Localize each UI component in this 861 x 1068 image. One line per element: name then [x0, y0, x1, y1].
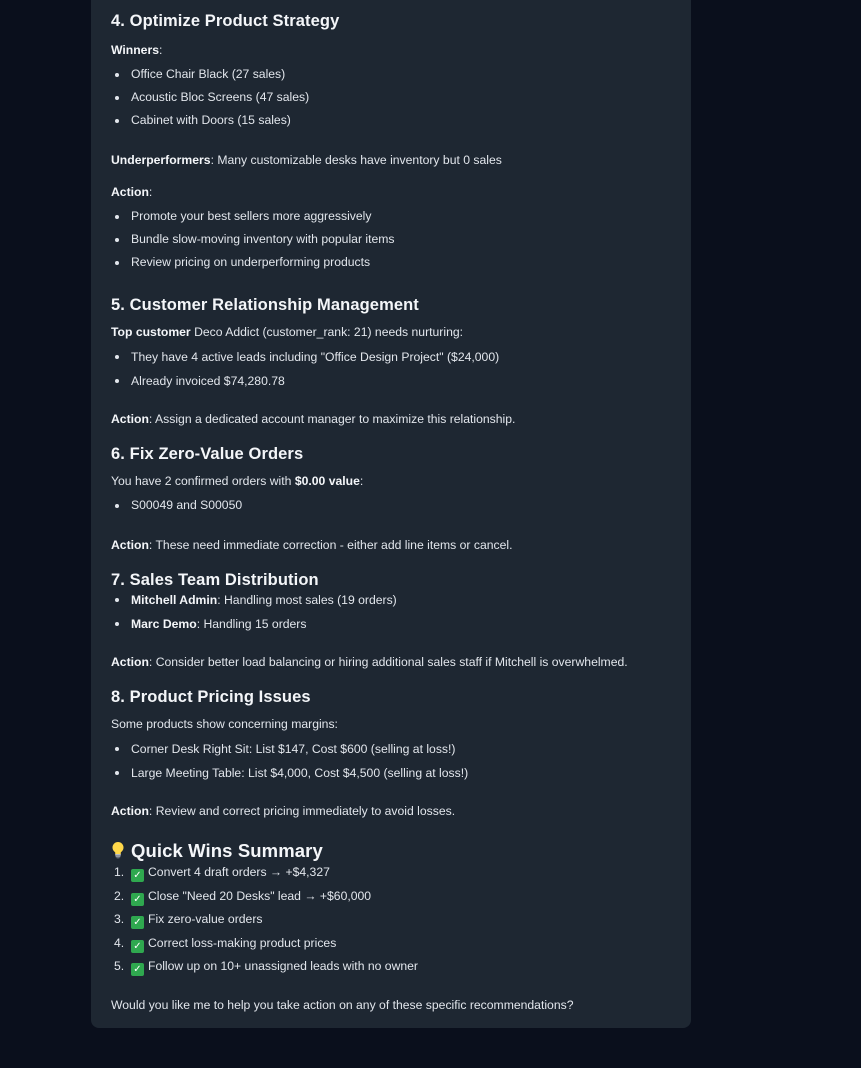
- list-item: 4. ✓ Correct loss-making product prices: [114, 935, 337, 952]
- quick-wins-heading: [111, 840, 323, 862]
- section-6-heading: 6. Fix Zero-Value Orders: [111, 445, 304, 463]
- list-item: 3. ✓ Fix zero-value orders: [114, 912, 263, 928]
- list-item: 1. ✓ Convert 4 draft orders → +$4,327: [114, 865, 330, 881]
- zero-value-intro-post: :: [359, 474, 364, 488]
- underperformers-label: Underperformers: [111, 153, 211, 167]
- quick-wins-title: Quick Wins Summary: [131, 840, 323, 861]
- section-8-heading: 8. Product Pricing Issues: [111, 688, 311, 706]
- zero-value-list: [111, 494, 242, 517]
- underperformers-paragraph: [111, 152, 502, 170]
- action-label: Action: [111, 412, 149, 426]
- list-item: 2. ✓ Close "Need 20 Desks" lead → +$60,000: [114, 888, 372, 905]
- section-5-heading: 5. Customer Relationship Management: [111, 296, 419, 314]
- underperformers-text: : Many customizable desks have inventory but 0 sales: [210, 153, 502, 167]
- list-item: [111, 588, 397, 612]
- action-label: Action: [111, 538, 149, 552]
- quick-win-text: Fix zero-value orders: [148, 912, 263, 926]
- action-label: Action: [111, 655, 149, 669]
- action-label: Action: [111, 804, 149, 818]
- quick-win-text: Follow up on 10+ unassigned leads with no owner: [148, 959, 418, 973]
- check-icon: ✓: [131, 940, 144, 953]
- winners-paragraph: Winners:: [111, 43, 163, 57]
- list-item: Acoustic Bloc Screens (47 sales): [111, 86, 309, 109]
- list-item: 5. ✓ Follow up on 10+ unassigned leads with no owner: [114, 959, 418, 975]
- assistant-message-card: [91, 0, 691, 1028]
- quick-win-text: Convert 4 draft orders → +$4,327: [148, 865, 330, 879]
- action-paragraph: [111, 411, 515, 429]
- action-list: [111, 205, 395, 274]
- zero-value-intro-pre: You have 2 confirmed orders with: [111, 474, 295, 488]
- action-label: Action: [111, 185, 149, 199]
- salesperson-detail: : Handling 15 orders: [196, 617, 307, 631]
- list-item: Review pricing on underperforming products: [111, 251, 395, 274]
- action-paragraph: Action:: [111, 185, 153, 199]
- lightbulb-icon: [111, 841, 125, 859]
- winners-label: Winners: [111, 43, 159, 57]
- salesperson-name: Marc Demo: [131, 617, 197, 631]
- list-item: S00049 and S00050: [111, 494, 242, 517]
- list-item: Corner Desk Right Sit: List $147, Cost $600 (selling at loss!): [111, 737, 468, 761]
- action-text: : Consider better load balancing or hiring additional sales staff if Mitchell is overwhelmed.: [148, 655, 628, 669]
- action-text: : Review and correct pricing immediately to avoid losses.: [148, 804, 456, 818]
- section-7-heading: 7. Sales Team Distribution: [111, 571, 319, 589]
- action-text: : Assign a dedicated account manager to maximize this relationship.: [148, 412, 516, 426]
- list-item: Bundle slow-moving inventory with popular items: [111, 228, 395, 251]
- list-item: Already invoiced $74,280.78: [111, 369, 499, 393]
- customer-intro-text: Deco Addict (customer_rank: 21) needs nurturing:: [190, 325, 464, 339]
- customer-intro: [111, 324, 463, 342]
- list-item: They have 4 active leads including "Office Design Project" ($24,000): [111, 345, 499, 369]
- winners-list: [111, 63, 309, 132]
- list-item: Promote your best sellers more aggressively: [111, 205, 395, 228]
- quick-wins-list: [111, 861, 418, 979]
- check-icon: ✓: [131, 963, 144, 976]
- customer-list: [111, 345, 499, 393]
- list-item: [111, 612, 397, 636]
- sales-team-list: [111, 588, 397, 636]
- closing-question: Would you like me to help you take action on any of these specific recommendations?: [111, 998, 574, 1012]
- check-icon: ✓: [131, 893, 144, 906]
- action-paragraph: [111, 537, 512, 555]
- quick-win-text: Correct loss-making product prices: [148, 935, 337, 950]
- salesperson-name: Mitchell Admin: [131, 593, 218, 607]
- list-item: Office Chair Black (27 sales): [111, 63, 309, 86]
- pricing-intro: Some products show concerning margins:: [111, 717, 338, 731]
- section-4-heading: 4. Optimize Product Strategy: [111, 12, 340, 30]
- check-icon: ✓: [131, 869, 144, 882]
- pricing-list: [111, 737, 468, 785]
- check-icon: ✓: [131, 916, 144, 929]
- action-paragraph: [111, 803, 455, 821]
- action-text: : These need immediate correction - either add line items or cancel.: [148, 538, 513, 552]
- list-item: Large Meeting Table: List $4,000, Cost $4,500 (selling at loss!): [111, 761, 468, 785]
- top-customer-label: Top customer: [111, 325, 191, 339]
- action-paragraph: [111, 654, 628, 672]
- quick-win-text: Close "Need 20 Desks" lead → +$60,000: [148, 888, 372, 903]
- list-item: Cabinet with Doors (15 sales): [111, 109, 309, 132]
- salesperson-detail: : Handling most sales (19 orders): [217, 593, 397, 607]
- zero-value-intro: [111, 473, 363, 491]
- zero-value-bold: $0.00 value: [294, 474, 360, 488]
